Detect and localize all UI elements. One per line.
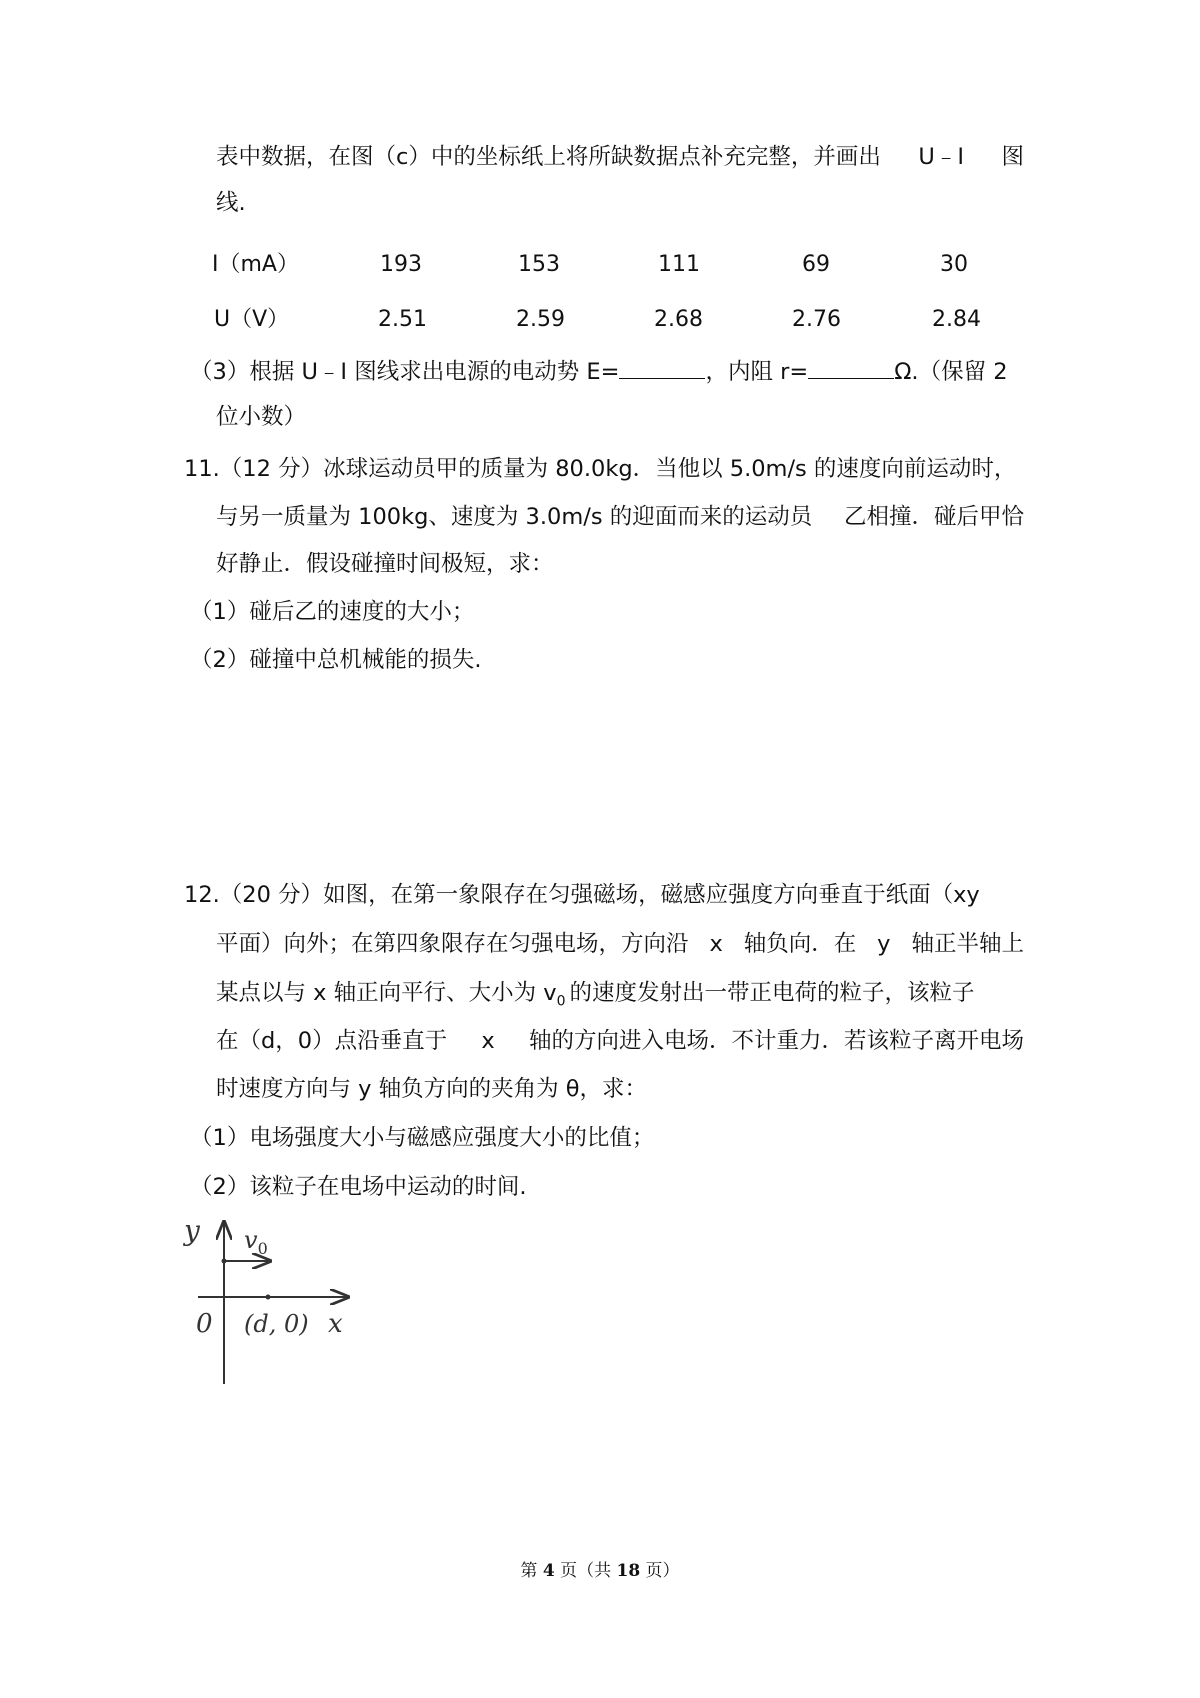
q12-line-4-b: x [481,1028,495,1054]
table-cell-u: 2.68 [654,307,703,332]
q12-line-4-c: 轴的方向进入电场．不计重力．若该粒子离开电场 [528,1028,1024,1054]
table-cell-i: 111 [658,252,700,277]
page-number: 4 [542,1561,555,1581]
point-d [266,1295,271,1300]
q11-line-2 [216,502,1024,532]
point-label: (d, 0) [244,1310,309,1338]
q12-line-2-b: x [709,931,723,957]
q12-line-4 [216,1026,1024,1056]
q12-line-3-a: 某点以与 x 轴正向平行、大小为 v [216,980,557,1006]
page-footer [0,1556,1200,1581]
table-cell-u: 2.76 [792,307,841,332]
velocity-label: $v_0$ [244,1226,268,1258]
footer-text: 第 [520,1561,543,1581]
coordinate-figure [180,1206,380,1406]
q10-part3-text-a: （3）根据 U﹣I 图线求出电源的电动势 E= [190,359,620,385]
row-label-voltage: U（V） [214,307,290,332]
footer-text: 页（共 [554,1561,617,1581]
q10-part3-line-1 [190,356,1008,387]
q12-line-4-a: 在（d，0）点沿垂直于 [216,1028,448,1054]
q12-line-3 [216,978,975,1017]
q12-sub-2: （2）该粒子在电场中运动的时间. [190,1174,527,1200]
q11-line-2-a: 与另一质量为 100kg、速度为 3.0m/s 的迎面而来的运动员 [216,504,813,530]
intro-text-c: 图 [1001,144,1024,170]
intro-text-a: 表中数据，在图（c）中的坐标纸上将所缺数据点补充完整，并画出 [216,144,881,170]
q10-part3-text-b: ，内阻 r= [705,359,809,385]
table-cell-i: 69 [802,252,830,277]
table-cell-i: 193 [380,252,422,277]
q12-line-2-e: 轴正半轴上 [911,931,1024,957]
q12-line-2-c: 轴负向．在 [743,931,857,957]
q11-sub-1: （1）碰后乙的速度的大小； [190,599,475,625]
q11-sub-2: （2）碰撞中总机械能的损失. [190,647,482,673]
q12-line-3-b: 的速度发射出一带正电荷的粒子，该粒子 [569,980,975,1006]
table-cell-i: 153 [518,252,560,277]
intro-line-2: 线. [216,190,246,216]
x-axis-label: x [328,1309,343,1339]
q12-line-2-d: y [877,931,891,957]
emf-answer-blank [619,356,705,379]
table-cell-u: 2.51 [378,307,427,332]
q12-line-2 [216,929,1024,959]
q10-part3-line-2: 位小数） [216,404,307,430]
intro-line-1 [216,142,1024,172]
intro-text-b: U﹣I [918,144,964,170]
q11-line-1: 11.（12 分）冰球运动员甲的质量为 80.0kg．当他以 5.0m/s 的速度向前运动时， [184,456,1017,482]
table-cell-u: 2.84 [932,307,981,332]
launch-point [222,1259,227,1264]
q12-sub-1: （1）电场强度大小与磁感应强度大小的比值； [190,1125,655,1151]
resistance-answer-blank [808,356,894,379]
table-cell-u: 2.59 [516,307,565,332]
footer-text: 页） [640,1561,680,1581]
total-pages: 18 [616,1561,641,1581]
y-axis-label: y [184,1214,200,1247]
q12-line-1: 12.（20 分）如图，在第一象限存在匀强磁场，磁感应强度方向垂直于纸面（xy [184,882,980,908]
table-cell-i: 30 [940,252,968,277]
v0-subscript: 0 [556,993,566,1010]
origin-label: 0 [196,1309,213,1339]
q10-part3-text-c: Ω.（保留 2 [894,359,1008,385]
q12-line-5: 时速度方向与 y 轴负方向的夹角为 θ，求： [216,1076,648,1102]
row-label-current: I（mA） [212,252,299,277]
q12-line-2-a: 平面）向外；在第四象限存在匀强电场，方向沿 [216,931,689,957]
q11-line-2-b: 乙相撞．碰后甲恰 [843,504,1024,530]
q11-line-3: 好静止．假设碰撞时间极短，求： [216,551,554,577]
